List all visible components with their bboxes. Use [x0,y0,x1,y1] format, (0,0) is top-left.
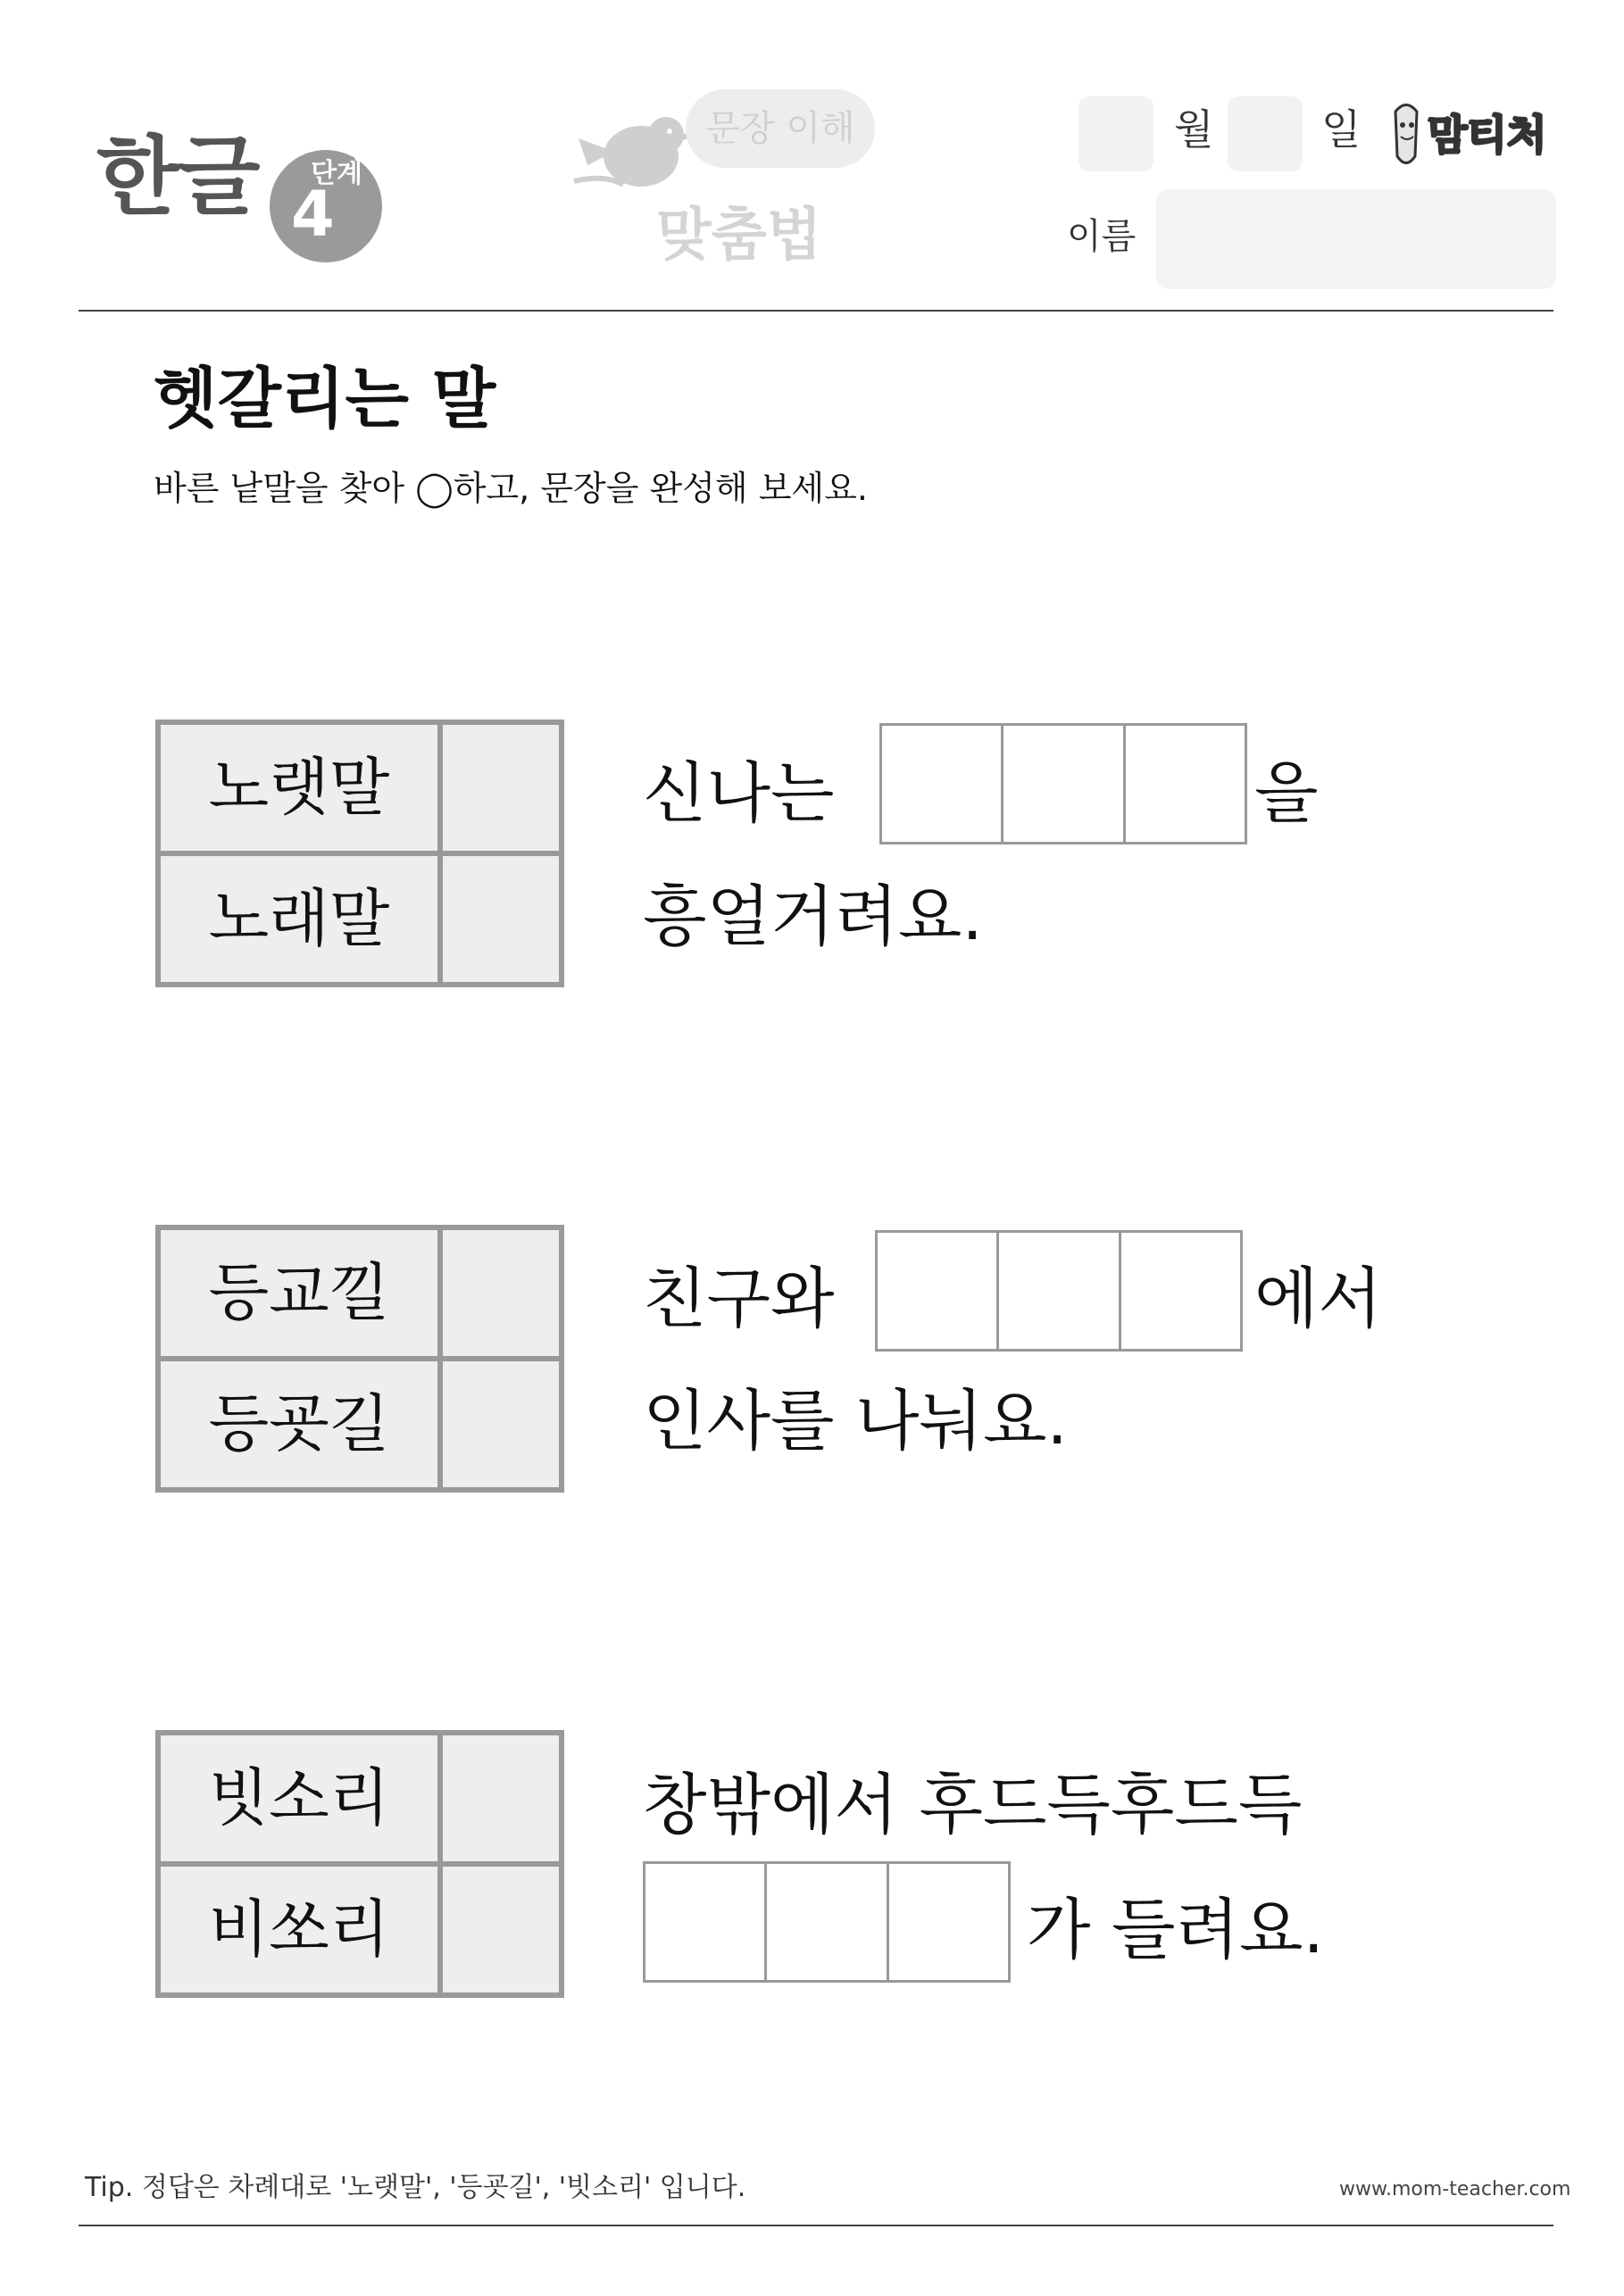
answer-blank-2[interactable] [875,1230,1243,1352]
sentence-part: 가 들려요. [1027,1892,1324,1968]
header-divider [79,310,1553,312]
answer-blank-3[interactable] [643,1861,1011,1983]
answer-cell[interactable] [1004,726,1125,842]
day-label: 일 [1321,105,1362,154]
sentence-part: 창밖에서 후드득후드득 [643,1767,1303,1843]
website-link[interactable]: www.mom-teacher.com [1339,2178,1571,2200]
level-unit: 단계 [311,158,362,189]
option-word: 노랫말 [161,725,437,851]
option-word: 등교낄 [161,1230,437,1356]
worksheet-instruction: 바른 낱말을 찾아 ◯하고, 문장을 완성해 보세요. [154,469,868,508]
option-check-box[interactable] [443,1361,559,1487]
logo-text: 맘티처 [1428,111,1547,159]
sentence-part: 흥얼거려요. [643,878,983,955]
option-check-box[interactable] [443,1867,559,1992]
answer-cell[interactable] [889,1864,1008,1980]
worksheet-title: 헷갈리는 말 [154,361,496,437]
choice-table-3 [155,1730,564,1998]
name-input[interactable] [1156,189,1556,289]
sentence-part: 을 [1254,755,1319,832]
answer-cell[interactable] [767,1864,888,1980]
option-word: 빗소리 [161,1735,437,1861]
sentence-part: 인사를 나눠요. [643,1383,1068,1460]
option-check-box[interactable] [443,856,559,982]
answer-cell[interactable] [1121,1233,1240,1349]
day-input[interactable] [1228,96,1303,171]
option-word: 등굣길 [161,1361,437,1487]
option-check-box[interactable] [443,1230,559,1356]
month-input[interactable] [1079,96,1153,171]
brand-title: 한글 [96,127,259,227]
sentence-part: 에서 [1254,1260,1382,1337]
option-check-box[interactable] [443,725,559,851]
mom-teacher-logo-icon [1388,94,1567,179]
answer-cell[interactable] [882,726,1004,842]
option-word: 비쏘리 [161,1867,437,1992]
option-word: 노래말 [161,856,437,982]
footer-divider [79,2225,1553,2226]
sentence-part: 친구와 [643,1260,835,1337]
answer-cell[interactable] [1126,726,1245,842]
answer-cell[interactable] [878,1233,999,1349]
sentence-part: 신나는 [643,755,835,832]
choice-table-1 [155,720,564,987]
choice-table-2 [155,1225,564,1493]
answer-cell[interactable] [999,1233,1120,1349]
level-number: 4 [291,178,335,251]
answer-tip: Tip. 정답은 차례대로 '노랫말', '등굣길', '빗소리' 입니다. [85,2172,746,2203]
answer-cell[interactable] [645,1864,767,1980]
month-label: 월 [1174,105,1214,154]
category-badge: 문장 이해 [705,108,855,149]
name-label: 이름 [1067,216,1137,257]
bird-icon [570,103,704,201]
topic-title: 맞춤법 [656,203,822,269]
answer-blank-1[interactable] [879,723,1247,844]
option-check-box[interactable] [443,1735,559,1861]
